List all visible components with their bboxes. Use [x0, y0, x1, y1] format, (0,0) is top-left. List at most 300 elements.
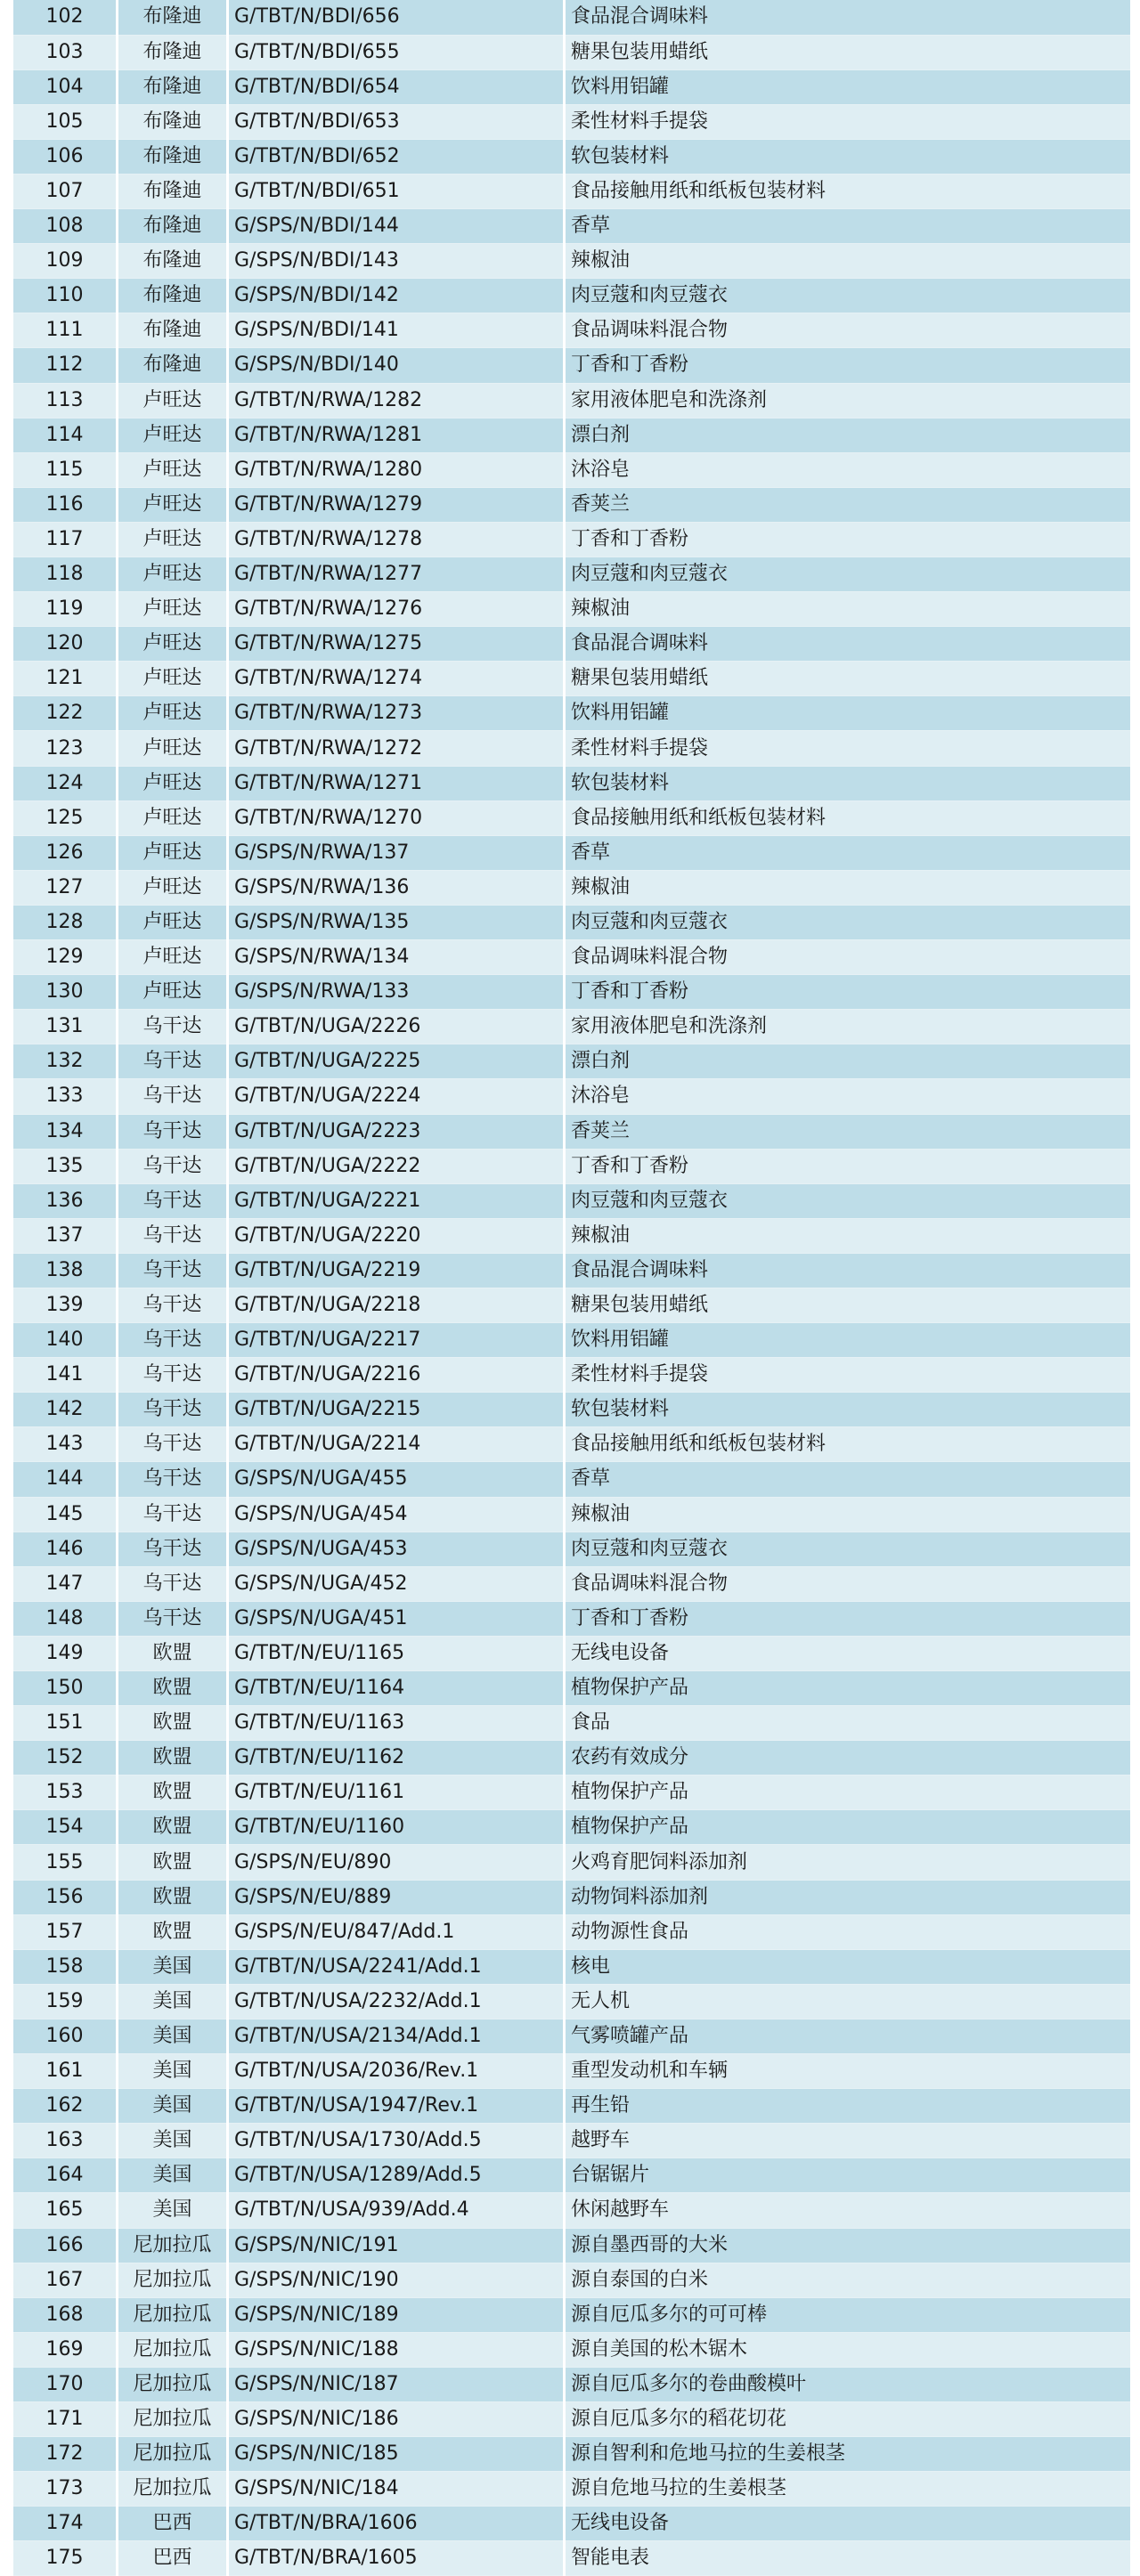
product-name-cell: 肉豆蔻和肉豆蔻衣: [565, 279, 1132, 313]
notification-code-cell: G/SPS/N/UGA/453: [228, 1532, 565, 1566]
member-country-cell: 欧盟: [118, 1636, 228, 1670]
product-name-cell: 源自智利和危地马拉的生姜根茎: [565, 2437, 1132, 2472]
product-name-cell: 食品接触用纸和纸板包装材料: [565, 1427, 1132, 1462]
product-name-cell: 源自美国的松木锯木: [565, 2332, 1132, 2367]
table-row: [12, 696, 1132, 731]
member-country-cell: 卢旺达: [118, 696, 228, 731]
product-name-cell: 丁香和丁香粉: [565, 1601, 1132, 1636]
product-name-cell: 气雾喷罐产品: [565, 2019, 1132, 2053]
table-row: [12, 1427, 1132, 1462]
product-name-cell: 肉豆蔻和肉豆蔻衣: [565, 1183, 1132, 1218]
notification-code-cell: G/TBT/N/BDI/652: [228, 139, 565, 174]
notification-code-cell: G/TBT/N/UGA/2214: [228, 1427, 565, 1462]
table-row: [12, 2124, 1132, 2158]
notification-code-cell: G/SPS/N/EU/889: [228, 1880, 565, 1914]
member-country-cell: 卢旺达: [118, 418, 228, 452]
table-row: [12, 940, 1132, 975]
product-name-cell: 柔性材料手提袋: [565, 104, 1132, 139]
product-name-cell: 香草: [565, 835, 1132, 870]
product-name-cell: 休闲越野车: [565, 2193, 1132, 2228]
row-number-cell: 155: [12, 1845, 118, 1880]
notification-code-cell: G/TBT/N/USA/2134/Add.1: [228, 2019, 565, 2053]
member-country-cell: 尼加拉瓜: [118, 2332, 228, 2367]
member-country-cell: 卢旺达: [118, 487, 228, 522]
row-number-cell: 146: [12, 1532, 118, 1566]
row-number-cell: 139: [12, 1288, 118, 1322]
product-name-cell: 食品混合调味料: [565, 627, 1132, 662]
notification-code-cell: G/TBT/N/BRA/1605: [228, 2541, 565, 2576]
table-row: [12, 627, 1132, 662]
notification-code-cell: G/SPS/N/BDI/142: [228, 279, 565, 313]
notification-code-cell: G/SPS/N/RWA/133: [228, 975, 565, 1010]
row-number-cell: 106: [12, 139, 118, 174]
table-row: [12, 905, 1132, 939]
row-number-cell: 140: [12, 1323, 118, 1358]
product-name-cell: 源自墨西哥的大米: [565, 2228, 1132, 2263]
member-country-cell: 乌干达: [118, 1288, 228, 1322]
notification-code-cell: G/TBT/N/RWA/1279: [228, 487, 565, 522]
row-number-cell: 138: [12, 1253, 118, 1288]
table-row: [12, 2228, 1132, 2263]
table-row: [12, 1149, 1132, 1183]
row-number-cell: 143: [12, 1427, 118, 1462]
member-country-cell: 乌干达: [118, 1601, 228, 1636]
row-number-cell: 164: [12, 2158, 118, 2193]
notification-code-cell: G/SPS/N/RWA/134: [228, 940, 565, 975]
row-number-cell: 142: [12, 1393, 118, 1427]
notification-code-cell: G/TBT/N/RWA/1277: [228, 557, 565, 592]
table-row: [12, 1044, 1132, 1079]
notification-code-cell: G/SPS/N/RWA/137: [228, 835, 565, 870]
notification-code-cell: G/SPS/N/NIC/191: [228, 2228, 565, 2263]
notification-code-cell: G/SPS/N/BDI/143: [228, 244, 565, 279]
product-name-cell: 无线电设备: [565, 1636, 1132, 1670]
table-row: [12, 2332, 1132, 2367]
row-number-cell: 173: [12, 2472, 118, 2507]
product-name-cell: 家用液体肥皂和洗涤剂: [565, 383, 1132, 418]
product-name-cell: 香草: [565, 1462, 1132, 1497]
table-row: [12, 592, 1132, 627]
table-row: [12, 487, 1132, 522]
row-number-cell: 123: [12, 731, 118, 766]
row-number-cell: 157: [12, 1914, 118, 1949]
product-name-cell: 无线电设备: [565, 2507, 1132, 2541]
table-row: [12, 1462, 1132, 1497]
member-country-cell: 美国: [118, 2158, 228, 2193]
member-country-cell: 乌干达: [118, 1218, 228, 1253]
row-number-cell: 159: [12, 1984, 118, 2019]
member-country-cell: 布隆迪: [118, 279, 228, 313]
member-country-cell: 卢旺达: [118, 940, 228, 975]
row-number-cell: 126: [12, 835, 118, 870]
product-name-cell: 食品接触用纸和纸板包装材料: [565, 174, 1132, 208]
product-name-cell: 柔性材料手提袋: [565, 731, 1132, 766]
member-country-cell: 布隆迪: [118, 174, 228, 208]
product-name-cell: 辣椒油: [565, 592, 1132, 627]
product-name-cell: 沐浴皂: [565, 1079, 1132, 1114]
table-row: [12, 1288, 1132, 1322]
table-row: [12, 766, 1132, 800]
member-country-cell: 布隆迪: [118, 244, 228, 279]
table-row: [12, 1914, 1132, 1949]
notification-code-cell: G/TBT/N/UGA/2218: [228, 1288, 565, 1322]
product-name-cell: 食品接触用纸和纸板包装材料: [565, 800, 1132, 835]
row-number-cell: 170: [12, 2367, 118, 2401]
row-number-cell: 131: [12, 1010, 118, 1044]
notification-code-cell: G/TBT/N/BDI/651: [228, 174, 565, 208]
notification-code-cell: G/TBT/N/BDI/653: [228, 104, 565, 139]
member-country-cell: 尼加拉瓜: [118, 2437, 228, 2472]
member-country-cell: 布隆迪: [118, 69, 228, 104]
table-row: [12, 2507, 1132, 2541]
row-number-cell: 117: [12, 522, 118, 557]
product-name-cell: 丁香和丁香粉: [565, 1149, 1132, 1183]
member-country-cell: 欧盟: [118, 1880, 228, 1914]
product-name-cell: 沐浴皂: [565, 452, 1132, 487]
row-number-cell: 137: [12, 1218, 118, 1253]
table-row: [12, 1741, 1132, 1776]
table-row: [12, 1253, 1132, 1288]
table-row: [12, 313, 1132, 348]
notification-code-cell: G/TBT/N/UGA/2215: [228, 1393, 565, 1427]
member-country-cell: 尼加拉瓜: [118, 2401, 228, 2436]
notification-code-cell: G/SPS/N/NIC/186: [228, 2401, 565, 2436]
table-row: [12, 1358, 1132, 1393]
member-country-cell: 美国: [118, 2054, 228, 2089]
notification-code-cell: G/SPS/N/RWA/135: [228, 905, 565, 939]
notification-code-cell: G/TBT/N/UGA/2222: [228, 1149, 565, 1183]
table-row: [12, 244, 1132, 279]
member-country-cell: 乌干达: [118, 1566, 228, 1601]
member-country-cell: 乌干达: [118, 1079, 228, 1114]
table-body: [12, 0, 1132, 2576]
product-name-cell: 食品混合调味料: [565, 0, 1132, 35]
notification-code-cell: G/TBT/N/UGA/2223: [228, 1114, 565, 1149]
product-name-cell: 无人机: [565, 1984, 1132, 2019]
product-name-cell: 漂白剂: [565, 1044, 1132, 1079]
product-name-cell: 辣椒油: [565, 1497, 1132, 1532]
member-country-cell: 尼加拉瓜: [118, 2367, 228, 2401]
row-number-cell: 132: [12, 1044, 118, 1079]
member-country-cell: 卢旺达: [118, 870, 228, 905]
row-number-cell: 104: [12, 69, 118, 104]
notification-code-cell: G/SPS/N/EU/890: [228, 1845, 565, 1880]
row-number-cell: 128: [12, 905, 118, 939]
product-name-cell: 香荚兰: [565, 487, 1132, 522]
row-number-cell: 134: [12, 1114, 118, 1149]
notification-code-cell: G/TBT/N/RWA/1278: [228, 522, 565, 557]
row-number-cell: 120: [12, 627, 118, 662]
product-name-cell: 丁香和丁香粉: [565, 975, 1132, 1010]
product-name-cell: 源自厄瓜多尔的稻花切花: [565, 2401, 1132, 2436]
member-country-cell: 布隆迪: [118, 348, 228, 383]
row-number-cell: 174: [12, 2507, 118, 2541]
table-row: [12, 1079, 1132, 1114]
product-name-cell: 香荚兰: [565, 1114, 1132, 1149]
notification-code-cell: G/TBT/N/RWA/1271: [228, 766, 565, 800]
notification-code-cell: G/TBT/N/RWA/1273: [228, 696, 565, 731]
notification-code-cell: G/SPS/N/BDI/141: [228, 313, 565, 348]
row-number-cell: 110: [12, 279, 118, 313]
table-row: [12, 870, 1132, 905]
member-country-cell: 卢旺达: [118, 662, 228, 696]
product-name-cell: 动物饲料添加剂: [565, 1880, 1132, 1914]
table-row: [12, 1497, 1132, 1532]
product-name-cell: 辣椒油: [565, 870, 1132, 905]
member-country-cell: 卢旺达: [118, 975, 228, 1010]
product-name-cell: 智能电表: [565, 2541, 1132, 2576]
member-country-cell: 布隆迪: [118, 139, 228, 174]
row-number-cell: 161: [12, 2054, 118, 2089]
member-country-cell: 欧盟: [118, 1706, 228, 1741]
notification-code-cell: G/TBT/N/EU/1165: [228, 1636, 565, 1670]
member-country-cell: 卢旺达: [118, 766, 228, 800]
table-row: [12, 383, 1132, 418]
row-number-cell: 147: [12, 1566, 118, 1601]
notification-code-cell: G/TBT/N/BDI/656: [228, 0, 565, 35]
table-row: [12, 2472, 1132, 2507]
notification-code-cell: G/TBT/N/USA/2232/Add.1: [228, 1984, 565, 2019]
product-name-cell: 源自厄瓜多尔的卷曲酸模叶: [565, 2367, 1132, 2401]
member-country-cell: 卢旺达: [118, 383, 228, 418]
table-row: [12, 2297, 1132, 2332]
row-number-cell: 125: [12, 800, 118, 835]
member-country-cell: 美国: [118, 2193, 228, 2228]
member-country-cell: 布隆迪: [118, 209, 228, 244]
product-name-cell: 肉豆蔻和肉豆蔻衣: [565, 905, 1132, 939]
member-country-cell: 卢旺达: [118, 592, 228, 627]
notification-code-cell: G/SPS/N/NIC/187: [228, 2367, 565, 2401]
table-row: [12, 279, 1132, 313]
product-name-cell: 辣椒油: [565, 244, 1132, 279]
table-row: [12, 452, 1132, 487]
notification-code-cell: G/TBT/N/USA/2036/Rev.1: [228, 2054, 565, 2089]
row-number-cell: 171: [12, 2401, 118, 2436]
product-name-cell: 动物源性食品: [565, 1914, 1132, 1949]
row-number-cell: 172: [12, 2437, 118, 2472]
row-number-cell: 151: [12, 1706, 118, 1741]
product-name-cell: 香草: [565, 209, 1132, 244]
row-number-cell: 141: [12, 1358, 118, 1393]
row-number-cell: 107: [12, 174, 118, 208]
table-row: [12, 1880, 1132, 1914]
row-number-cell: 127: [12, 870, 118, 905]
row-number-cell: 168: [12, 2297, 118, 2332]
product-name-cell: 食品调味料混合物: [565, 313, 1132, 348]
notification-code-cell: G/TBT/N/BRA/1606: [228, 2507, 565, 2541]
table-row: [12, 522, 1132, 557]
member-country-cell: 卢旺达: [118, 557, 228, 592]
notification-code-cell: G/SPS/N/BDI/140: [228, 348, 565, 383]
table-row: [12, 975, 1132, 1010]
table-row: [12, 1949, 1132, 1984]
row-number-cell: 158: [12, 1949, 118, 1984]
row-number-cell: 166: [12, 2228, 118, 2263]
table-row: [12, 104, 1132, 139]
row-number-cell: 112: [12, 348, 118, 383]
notification-code-cell: G/TBT/N/EU/1162: [228, 1741, 565, 1776]
row-number-cell: 136: [12, 1183, 118, 1218]
notification-code-cell: G/TBT/N/UGA/2225: [228, 1044, 565, 1079]
row-number-cell: 135: [12, 1149, 118, 1183]
table-row: [12, 2367, 1132, 2401]
row-number-cell: 153: [12, 1776, 118, 1810]
table-row: [12, 174, 1132, 208]
row-number-cell: 175: [12, 2541, 118, 2576]
notification-code-cell: G/TBT/N/UGA/2220: [228, 1218, 565, 1253]
table-row: [12, 800, 1132, 835]
row-number-cell: 154: [12, 1810, 118, 1845]
table-row: [12, 835, 1132, 870]
notification-code-cell: G/TBT/N/USA/1289/Add.5: [228, 2158, 565, 2193]
member-country-cell: 美国: [118, 2124, 228, 2158]
member-country-cell: 乌干达: [118, 1427, 228, 1462]
row-number-cell: 118: [12, 557, 118, 592]
product-name-cell: 糖果包装用蜡纸: [565, 35, 1132, 69]
product-name-cell: 重型发动机和车辆: [565, 2054, 1132, 2089]
table-row: [12, 1810, 1132, 1845]
product-name-cell: 饮料用铝罐: [565, 696, 1132, 731]
product-name-cell: 越野车: [565, 2124, 1132, 2158]
member-country-cell: 乌干达: [118, 1010, 228, 1044]
table-row: [12, 1532, 1132, 1566]
table-row: [12, 69, 1132, 104]
table-row: [12, 2541, 1132, 2576]
notification-code-cell: G/SPS/N/UGA/455: [228, 1462, 565, 1497]
member-country-cell: 欧盟: [118, 1671, 228, 1706]
product-name-cell: 丁香和丁香粉: [565, 522, 1132, 557]
member-country-cell: 卢旺达: [118, 522, 228, 557]
table-row: [12, 2437, 1132, 2472]
notification-code-cell: G/TBT/N/RWA/1280: [228, 452, 565, 487]
notification-code-cell: G/TBT/N/EU/1163: [228, 1706, 565, 1741]
row-number-cell: 133: [12, 1079, 118, 1114]
member-country-cell: 乌干达: [118, 1149, 228, 1183]
member-country-cell: 乌干达: [118, 1323, 228, 1358]
member-country-cell: 美国: [118, 1984, 228, 2019]
member-country-cell: 欧盟: [118, 1741, 228, 1776]
member-country-cell: 乌干达: [118, 1253, 228, 1288]
member-country-cell: 欧盟: [118, 1810, 228, 1845]
table-row: [12, 1566, 1132, 1601]
member-country-cell: 乌干达: [118, 1044, 228, 1079]
product-name-cell: 源自危地马拉的生姜根茎: [565, 2472, 1132, 2507]
member-country-cell: 美国: [118, 2089, 228, 2124]
row-number-cell: 162: [12, 2089, 118, 2124]
table-row: [12, 2263, 1132, 2297]
row-number-cell: 150: [12, 1671, 118, 1706]
product-name-cell: 源自厄瓜多尔的可可棒: [565, 2297, 1132, 2332]
notification-code-cell: G/TBT/N/UGA/2224: [228, 1079, 565, 1114]
table-row: [12, 2401, 1132, 2436]
row-number-cell: 156: [12, 1880, 118, 1914]
table-row: [12, 1393, 1132, 1427]
notification-code-cell: G/TBT/N/BDI/655: [228, 35, 565, 69]
table-row: [12, 1010, 1132, 1044]
table-row: [12, 2054, 1132, 2089]
member-country-cell: 乌干达: [118, 1393, 228, 1427]
member-country-cell: 卢旺达: [118, 800, 228, 835]
table-row: [12, 731, 1132, 766]
row-number-cell: 121: [12, 662, 118, 696]
member-country-cell: 布隆迪: [118, 313, 228, 348]
table-row: [12, 348, 1132, 383]
notification-code-cell: G/SPS/N/NIC/184: [228, 2472, 565, 2507]
notification-code-cell: G/TBT/N/RWA/1282: [228, 383, 565, 418]
member-country-cell: 美国: [118, 2019, 228, 2053]
notification-code-cell: G/SPS/N/UGA/451: [228, 1601, 565, 1636]
member-country-cell: 巴西: [118, 2541, 228, 2576]
notification-code-cell: G/TBT/N/RWA/1281: [228, 418, 565, 452]
notification-table: [11, 0, 1133, 2576]
row-number-cell: 169: [12, 2332, 118, 2367]
notification-code-cell: G/TBT/N/USA/1730/Add.5: [228, 2124, 565, 2158]
row-number-cell: 152: [12, 1741, 118, 1776]
product-name-cell: 食品: [565, 1706, 1132, 1741]
table-row: [12, 2019, 1132, 2053]
row-number-cell: 102: [12, 0, 118, 35]
notification-code-cell: G/SPS/N/UGA/452: [228, 1566, 565, 1601]
product-name-cell: 糖果包装用蜡纸: [565, 662, 1132, 696]
member-country-cell: 尼加拉瓜: [118, 2228, 228, 2263]
notification-code-cell: G/TBT/N/EU/1161: [228, 1776, 565, 1810]
member-country-cell: 卢旺达: [118, 835, 228, 870]
row-number-cell: 148: [12, 1601, 118, 1636]
table-row: [12, 1114, 1132, 1149]
notification-code-cell: G/TBT/N/RWA/1274: [228, 662, 565, 696]
table-row: [12, 557, 1132, 592]
table-row: [12, 662, 1132, 696]
member-country-cell: 乌干达: [118, 1358, 228, 1393]
table-row: [12, 2089, 1132, 2124]
member-country-cell: 尼加拉瓜: [118, 2472, 228, 2507]
table-row: [12, 1636, 1132, 1670]
notification-code-cell: G/TBT/N/UGA/2219: [228, 1253, 565, 1288]
member-country-cell: 欧盟: [118, 1776, 228, 1810]
member-country-cell: 巴西: [118, 2507, 228, 2541]
row-number-cell: 122: [12, 696, 118, 731]
product-name-cell: 漂白剂: [565, 418, 1132, 452]
product-name-cell: 再生铅: [565, 2089, 1132, 2124]
table-row: [12, 209, 1132, 244]
product-name-cell: 核电: [565, 1949, 1132, 1984]
product-name-cell: 饮料用铝罐: [565, 1323, 1132, 1358]
notification-code-cell: G/TBT/N/RWA/1276: [228, 592, 565, 627]
product-name-cell: 饮料用铝罐: [565, 69, 1132, 104]
table-row: [12, 1601, 1132, 1636]
notification-code-cell: G/TBT/N/EU/1160: [228, 1810, 565, 1845]
row-number-cell: 113: [12, 383, 118, 418]
notification-code-cell: G/SPS/N/NIC/189: [228, 2297, 565, 2332]
product-name-cell: 火鸡育肥饲料添加剂: [565, 1845, 1132, 1880]
product-name-cell: 植物保护产品: [565, 1671, 1132, 1706]
product-name-cell: 糖果包装用蜡纸: [565, 1288, 1132, 1322]
member-country-cell: 尼加拉瓜: [118, 2297, 228, 2332]
notification-code-cell: G/TBT/N/EU/1164: [228, 1671, 565, 1706]
product-name-cell: 肉豆蔻和肉豆蔻衣: [565, 557, 1132, 592]
table-row: [12, 1183, 1132, 1218]
notification-code-cell: G/TBT/N/RWA/1275: [228, 627, 565, 662]
product-name-cell: 植物保护产品: [565, 1776, 1132, 1810]
notification-table-container: [11, 0, 1130, 2576]
member-country-cell: 尼加拉瓜: [118, 2263, 228, 2297]
notification-code-cell: G/SPS/N/BDI/144: [228, 209, 565, 244]
product-name-cell: 家用液体肥皂和洗涤剂: [565, 1010, 1132, 1044]
notification-code-cell: G/TBT/N/UGA/2226: [228, 1010, 565, 1044]
table-row: [12, 2193, 1132, 2228]
member-country-cell: 卢旺达: [118, 731, 228, 766]
product-name-cell: 软包装材料: [565, 1393, 1132, 1427]
